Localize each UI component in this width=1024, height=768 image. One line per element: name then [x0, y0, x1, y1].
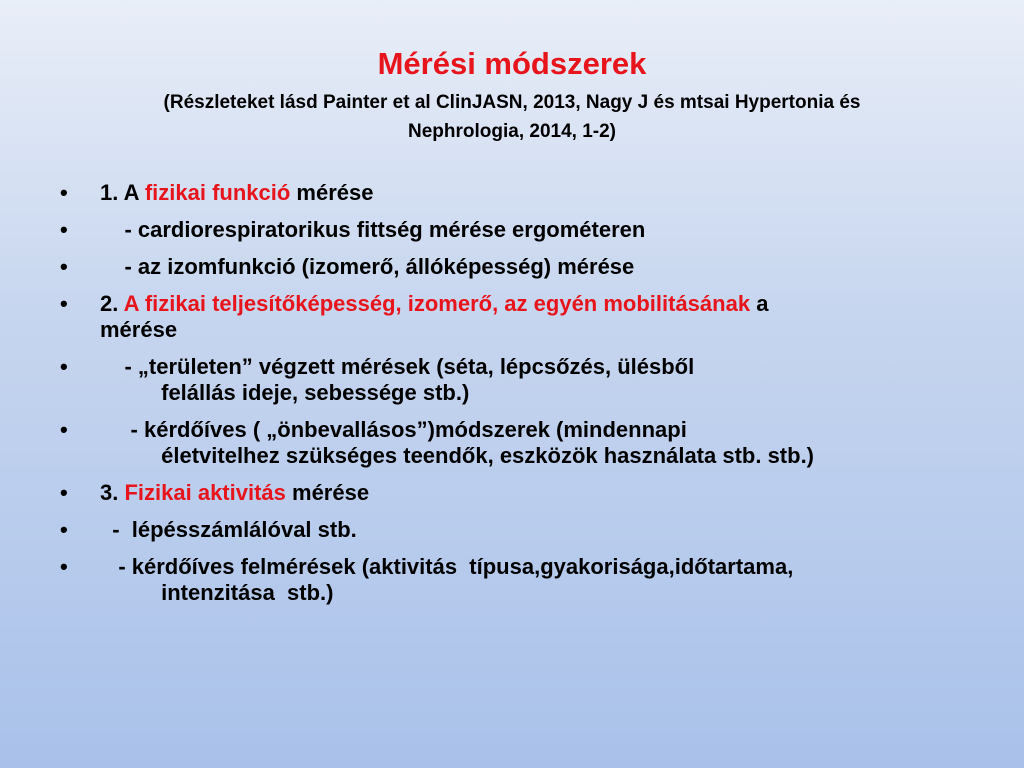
bullet-item-5 [60, 354, 980, 406]
bullet-item-7 [60, 480, 980, 506]
bullet-item-6 [60, 417, 980, 469]
bullet-icon: • [60, 254, 68, 279]
bullet-text [60, 180, 980, 206]
bullet-icon: • [60, 480, 68, 505]
bullet-icon: • [60, 417, 68, 442]
bullet-item-2 [60, 217, 980, 243]
bullet-list [60, 180, 980, 617]
bullet-icon: • [60, 517, 68, 542]
bullet-suffix: mérése [290, 180, 374, 205]
bullet-icon: • [60, 554, 68, 579]
bullet-continuation: életvitelhez szükséges teendők, eszközök használata stb. stb.) [100, 443, 815, 468]
bullet-text [60, 554, 980, 606]
title-block [60, 44, 964, 146]
bullet-icon: • [60, 291, 68, 316]
bullet-text [60, 480, 980, 506]
bullet-suffix: a [750, 291, 769, 316]
bullet-prefix: 3. [100, 480, 125, 505]
bullet-icon: • [60, 217, 68, 242]
subtitle-line-1: (Részleteket lásd Painter et al ClinJASN, 2013, Nagy J és mtsai Hypertonia és [163, 92, 861, 113]
bullet-item-1 [60, 180, 980, 206]
bullet-prefix: 2. [100, 291, 124, 316]
bullet-continuation: intenzitása stb.) [100, 580, 334, 605]
slide-subtitle [60, 88, 964, 146]
bullet-item-8 [60, 517, 980, 543]
bullet-highlight: fizikai funkció [144, 180, 291, 205]
bullet-text [60, 291, 980, 343]
bullet-icon: • [60, 180, 68, 205]
slide-title: Mérési módszerek [377, 46, 647, 81]
bullet-text: - lépésszámlálóval stb. [100, 517, 357, 542]
bullet-text [60, 354, 980, 406]
bullet-icon: • [60, 354, 68, 379]
bullet-item-9 [60, 554, 980, 606]
bullet-line-1: - kérdőíves ( „önbevallásos”)módszerek (mindennapi [100, 417, 687, 442]
bullet-prefix: 1. A [100, 180, 145, 205]
bullet-text [60, 417, 980, 469]
bullet-item-3 [60, 254, 980, 280]
bullet-continuation: mérése [100, 317, 178, 342]
bullet-continuation: felállás ideje, sebessége stb.) [100, 380, 470, 405]
bullet-line-1: - „területen” végzett mérések (séta, lépcsőzés, ülésből [100, 354, 695, 379]
bullet-highlight: Fizikai aktivitás [124, 480, 286, 505]
subtitle-line-2: Nephrologia, 2014, 1-2) [407, 121, 616, 142]
bullet-line-1: - kérdőíves felmérések (aktivitás típusa,gyakorisága,időtartama, [100, 554, 794, 579]
bullet-highlight: A fizikai teljesítőképesség, izomerő, az egyén mobilitásának [123, 291, 751, 316]
bullet-suffix: mérése [285, 480, 370, 505]
bullet-text: - cardiorespiratorikus fittség mérése ergométeren [100, 217, 646, 242]
bullet-item-4 [60, 291, 980, 343]
bullet-text: - az izomfunkció (izomerő, állóképesség) mérése [100, 254, 635, 279]
